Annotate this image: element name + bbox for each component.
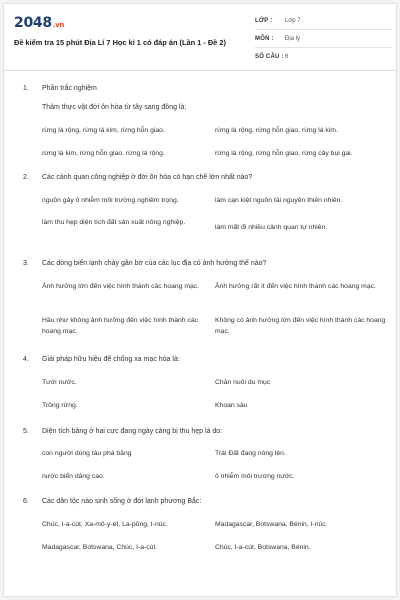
answer-option[interactable]: con người dùng tàu phá băng <box>42 450 132 457</box>
meta-key: LỚP : <box>255 17 273 24</box>
answer-option[interactable]: Madagascar, Botswana, Chúc, I-a-cút. <box>42 544 158 551</box>
meta-row-count <box>255 48 392 66</box>
meta-row-class <box>255 12 392 30</box>
question-text: Phần trắc nghiệm <box>42 85 97 92</box>
answer-option[interactable]: rừng lá rộng, rừng hỗn giao, rừng lá kim. <box>215 127 338 134</box>
question-text: Các dòng biển lạnh chảy gần bờ của các lục địa có ảnh hưởng thế nào? <box>42 260 267 267</box>
answer-option[interactable]: Trồng rừng. <box>42 402 78 409</box>
question-text: Giải pháp hữu hiệu để chống xa mạc hóa là: <box>42 356 180 363</box>
question-text: Các cảnh quan công nghiệp ở đới ôn hòa có hạn chế lớn nhất nào? <box>42 174 253 181</box>
answer-option[interactable]: rừng lá rộng, rừng lá kim, rừng hỗn giao. <box>42 127 165 134</box>
answer-option[interactable]: làm mất đi nhiều cảnh quan tự nhiên. <box>215 224 328 231</box>
answer-option[interactable]: làm cạn kiệt nguồn tài nguyên thiên nhiên. <box>215 197 343 204</box>
answer-option[interactable]: Ảnh hưởng rất ít đến việc hình thành các hoang mạc. <box>215 283 376 290</box>
document-header <box>4 4 396 71</box>
meta-value: Lớp 7 <box>285 17 301 24</box>
answer-option[interactable]: Chăn nuôi du mục <box>215 379 271 386</box>
answer-option[interactable]: Trái Đất đang nóng lên. <box>215 450 286 457</box>
answer-option[interactable]: Chúc, I-a-cút, Botswana, Bénin. <box>215 544 311 551</box>
answer-option[interactable]: Không có ảnh hưởng lớn đến việc hình thành các hoang mạc. <box>215 317 386 335</box>
question-text: Diện tích băng ở hai cực đang ngày càng bị thu hẹp là do: <box>42 428 223 435</box>
question-number: 2. <box>23 174 29 181</box>
answer-option[interactable]: làm thu hẹp diện tích đất sản xuất nông nghiệp. <box>42 219 186 226</box>
answer-option[interactable]: ô nhiễm môi trường nước. <box>215 473 295 480</box>
answer-option[interactable]: Chúc, I-a-cút, Xa-mô-y-ét, La-pông, I-núc. <box>42 521 168 528</box>
question-number: 6. <box>23 498 29 505</box>
document-page <box>3 3 397 597</box>
logo-suffix: .vn <box>52 21 65 29</box>
meta-value: Địa lý <box>285 35 301 42</box>
answer-option[interactable]: nước biển dâng cao. <box>42 473 105 480</box>
answer-option[interactable]: Khoan sâu <box>215 402 248 409</box>
site-logo[interactable] <box>14 15 64 31</box>
answer-option[interactable]: rừng lá kim, rừng hỗn giao, rừng lá rộng. <box>42 150 165 157</box>
question-number: 4. <box>23 356 29 363</box>
answer-option[interactable]: rừng lá rộng, rừng hỗn giao, rừng cây bụi gai. <box>215 150 353 157</box>
meta-row-subject <box>255 30 392 48</box>
question-number: 1. <box>23 85 29 92</box>
question-number: 3. <box>23 260 29 267</box>
question-subtext: Thảm thực vật đới ôn hòa từ tây sang đông là: <box>42 104 187 111</box>
meta-value: 6 <box>285 54 289 60</box>
logo-main: 2048 <box>14 15 52 31</box>
document-title: Đề kiểm tra 15 phút Địa Lí 7 Học kì 1 có đáp án (Lần 1 - Đề 2) <box>14 38 226 47</box>
answer-option[interactable]: Hầu như không ảnh hưởng đến việc hình thành các hoang mạc. <box>42 317 199 335</box>
document-meta <box>255 12 392 66</box>
answer-option[interactable]: Tưới nước. <box>42 379 77 386</box>
answer-option[interactable]: nguồn gây ô nhiễm môi trường nghiêm trọng. <box>42 197 179 204</box>
meta-key: SỐ CÂU : <box>255 54 284 60</box>
meta-key: MÔN : <box>255 35 274 42</box>
answer-option[interactable]: Madagascar, Botswana, Bénin, I-núc. <box>215 521 328 528</box>
answer-option[interactable]: Ảnh hưởng lớn đến việc hình thành các hoang mạc. <box>42 283 200 290</box>
question-number: 5. <box>23 428 29 435</box>
question-text: Các dân tộc nào sinh sống ở đới lạnh phương Bắc: <box>42 498 202 505</box>
